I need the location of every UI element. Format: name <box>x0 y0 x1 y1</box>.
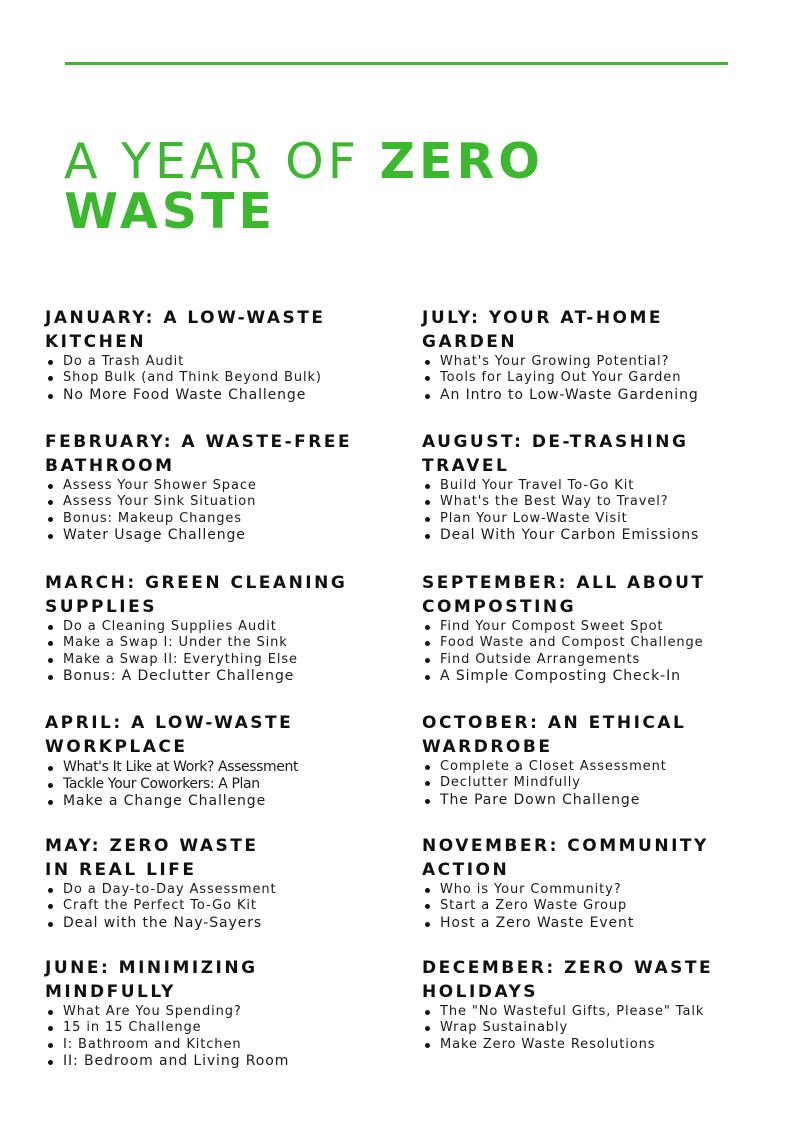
task-item: Make a Swap II: Everything Else <box>45 652 385 668</box>
month-section-march <box>45 571 385 685</box>
task-item: The "No Wasteful Gifts, Please" Talk <box>422 1004 762 1020</box>
task-list <box>422 354 762 404</box>
task-item: No More Food Waste Challenge <box>45 387 385 404</box>
month-section-july <box>422 306 762 404</box>
task-list <box>422 759 762 809</box>
task-list <box>45 882 385 932</box>
task-item: Assess Your Sink Situation <box>45 494 385 510</box>
month-heading: DECEMBER: ZERO WASTE HOLIDAYS <box>422 958 714 1002</box>
month-section-january <box>45 306 385 404</box>
task-item: Build Your Travel To-Go Kit <box>422 478 762 494</box>
task-list <box>45 619 385 685</box>
task-item: Who is Your Community? <box>422 882 762 898</box>
task-item: Tools for Laying Out Your Garden <box>422 370 762 386</box>
task-item: A Simple Composting Check-In <box>422 668 762 685</box>
task-item: Do a Day-to-Day Assessment <box>45 882 385 898</box>
task-list <box>45 478 385 544</box>
task-item: Make a Change Challenge <box>45 793 385 810</box>
task-item: Make a Swap I: Under the Sink <box>45 635 385 651</box>
month-heading: FEBRUARY: A WASTE-FREE BATHROOM <box>45 432 353 476</box>
task-item: Do a Trash Audit <box>45 354 385 370</box>
month-section-february <box>45 430 385 544</box>
month-section-may <box>45 834 385 932</box>
task-list <box>45 354 385 404</box>
task-item: Shop Bulk (and Think Beyond Bulk) <box>45 370 385 386</box>
task-list <box>422 1004 762 1053</box>
task-item: I: Bathroom and Kitchen <box>45 1037 385 1053</box>
month-section-april <box>45 711 385 810</box>
task-item: Assess Your Shower Space <box>45 478 385 494</box>
month-heading: JUNE: MINIMIZING MINDFULLY <box>45 958 258 1002</box>
task-item: Do a Cleaning Supplies Audit <box>45 619 385 635</box>
month-heading: JULY: YOUR AT-HOME GARDEN <box>422 308 664 352</box>
task-item: Bonus: A Declutter Challenge <box>45 668 385 685</box>
month-heading: APRIL: A LOW-WASTE WORKPLACE <box>45 713 294 757</box>
month-heading: SEPTEMBER: ALL ABOUT COMPOSTING <box>422 573 706 617</box>
task-item: Food Waste and Compost Challenge <box>422 635 762 651</box>
task-item: 15 in 15 Challenge <box>45 1020 385 1036</box>
task-item: Find Your Compost Sweet Spot <box>422 619 762 635</box>
task-item: What's the Best Way to Travel? <box>422 494 762 510</box>
month-heading: MAY: ZERO WASTE IN REAL LIFE <box>45 836 259 880</box>
task-item: Bonus: Makeup Changes <box>45 511 385 527</box>
task-item: Plan Your Low-Waste Visit <box>422 511 762 527</box>
task-item: II: Bedroom and Living Room <box>45 1053 385 1070</box>
task-list <box>45 1004 385 1070</box>
month-heading: OCTOBER: AN ETHICAL WARDROBE <box>422 713 687 757</box>
task-item: Wrap Sustainably <box>422 1020 762 1036</box>
task-item: Water Usage Challenge <box>45 527 385 544</box>
task-item: What Are You Spending? <box>45 1004 385 1020</box>
month-heading: MARCH: GREEN CLEANING SUPPLIES <box>45 573 348 617</box>
top-divider <box>65 62 728 65</box>
month-section-december <box>422 956 762 1053</box>
title-regular: A YEAR OF <box>64 133 380 190</box>
task-list <box>45 759 385 810</box>
month-section-november <box>422 834 762 932</box>
title-bold-waste: WASTE <box>64 183 276 240</box>
month-heading: JANUARY: A LOW-WASTE KITCHEN <box>45 308 326 352</box>
task-item: Host a Zero Waste Event <box>422 915 762 932</box>
task-item: An Intro to Low-Waste Gardening <box>422 387 762 404</box>
task-item: Make Zero Waste Resolutions <box>422 1037 762 1053</box>
month-section-september <box>422 571 762 685</box>
task-item: What's Your Growing Potential? <box>422 354 762 370</box>
month-section-june <box>45 956 385 1070</box>
title-bold-zero: ZERO <box>379 133 544 190</box>
month-section-august <box>422 430 762 544</box>
month-heading: AUGUST: DE-TRASHING TRAVEL <box>422 432 689 476</box>
page-title <box>64 133 724 240</box>
task-item: Tackle Your Coworkers: A Plan <box>45 776 385 793</box>
task-list <box>422 478 762 544</box>
task-item: The Pare Down Challenge <box>422 792 762 809</box>
month-heading: NOVEMBER: COMMUNITY ACTION <box>422 836 709 880</box>
task-list <box>422 619 762 685</box>
task-item: What's It Like at Work? Assessment <box>45 759 385 776</box>
month-section-october <box>422 711 762 809</box>
task-item: Declutter Mindfully <box>422 775 762 791</box>
task-item: Deal with the Nay-Sayers <box>45 915 385 932</box>
task-list <box>422 882 762 932</box>
task-item: Deal With Your Carbon Emissions <box>422 527 762 544</box>
task-item: Craft the Perfect To-Go Kit <box>45 898 385 914</box>
task-item: Start a Zero Waste Group <box>422 898 762 914</box>
task-item: Complete a Closet Assessment <box>422 759 762 775</box>
task-item: Find Outside Arrangements <box>422 652 762 668</box>
